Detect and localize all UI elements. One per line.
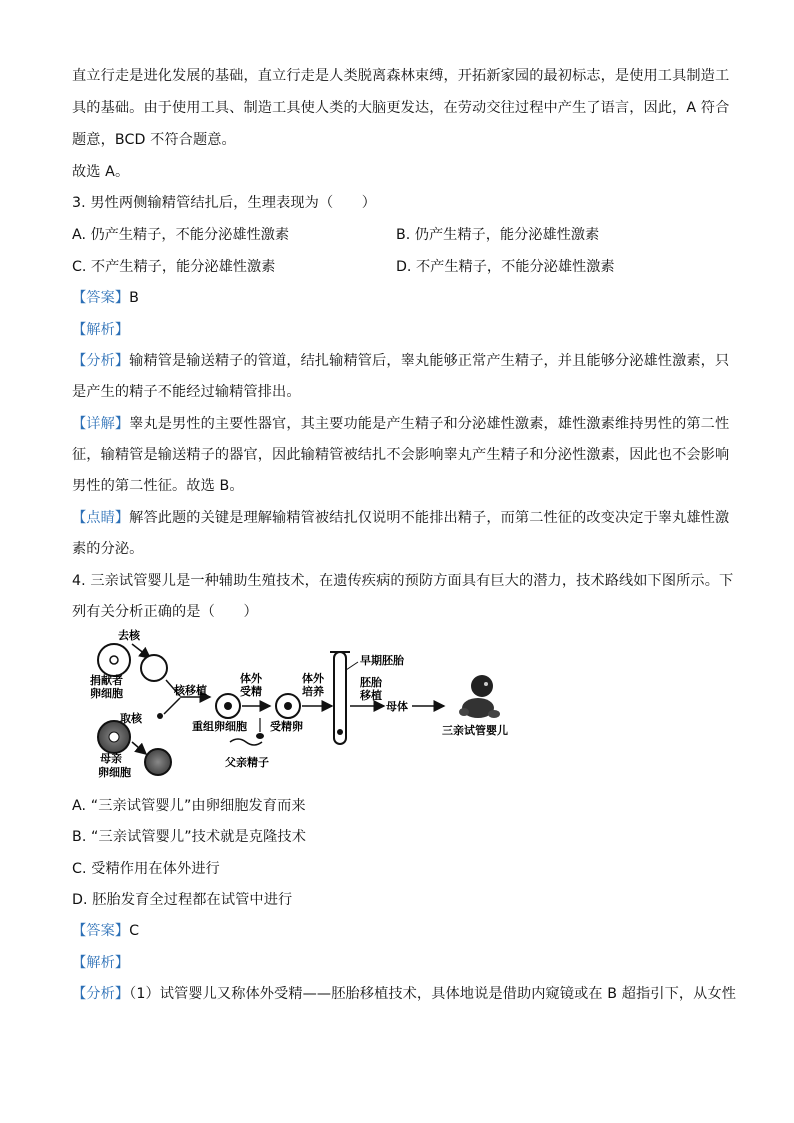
q3-option-a: A. 仍产生精子，不能分泌雄性激素	[72, 227, 290, 243]
early-embryo	[337, 729, 343, 735]
label-qu-he: 去核	[118, 629, 140, 642]
q3-fenxi-line-2: 是产生的精子不能经过输精管排出。	[72, 384, 301, 400]
label-muti: 母体	[386, 700, 408, 713]
label-zaoqi: 早期胚胎	[360, 654, 404, 667]
three-parent-ivf-diagram	[80, 624, 550, 784]
enucleated-egg	[141, 655, 167, 681]
q3-answer	[72, 288, 722, 308]
label-shoujingluan: 受精卵	[270, 720, 303, 733]
q4-option-b: B. “三亲试管婴儿”技术就是克隆技术	[72, 829, 306, 845]
nucleus	[157, 713, 163, 719]
q3-jiexi	[72, 320, 722, 340]
q3-xiangjie-line-2: 征，输精管是输送精子的器官，因此输精管被结扎不会影响睾丸产生精子和分泌性激素，因此也不会影响	[72, 447, 730, 463]
q2-conclusion: 故选 A。	[72, 164, 130, 180]
label-muqin-1: 母亲	[100, 752, 122, 765]
q4-stem-line-2: 列有关分析正确的是（ ）	[72, 604, 258, 620]
label-juanxian-1: 捐献者	[90, 674, 123, 687]
xiangjie-tag: 【详解】	[72, 416, 130, 432]
q3-option-b: B. 仍产生精子，能分泌雄性激素	[396, 227, 600, 243]
q3-fenxi-line-1	[72, 351, 730, 371]
q3-xiangjie-line-3: 男性的第二性征。故选 B。	[72, 478, 244, 494]
baby-icon	[459, 675, 500, 718]
answer-tag: 【答案】	[72, 290, 130, 306]
label-peitai: 胚胎	[360, 676, 382, 689]
mother-cytoplasm	[145, 749, 171, 775]
label-chongzu: 重组卵细胞	[192, 720, 247, 733]
dianjing-text: 解答此题的关键是理解输精管被结扎仅说明不能排出精子，而第二性征的改变决定于睾丸雄性激	[129, 510, 730, 526]
jiexi-tag: 【解析】	[72, 322, 130, 338]
q4-option-c: C. 受精作用在体外进行	[72, 861, 220, 877]
label-juanxian-2: 卵细胞	[90, 687, 123, 700]
answer-value: C	[129, 923, 140, 939]
q4-stem-line-1: 4. 三亲试管婴儿是一种辅助生殖技术，在遗传疾病的预防方面具有巨大的潜力，技术路线如下图所示。下	[72, 573, 734, 589]
label-sanqin: 三亲试管婴儿	[442, 724, 508, 737]
q3-xiangjie-line-1	[72, 414, 730, 434]
q3-option-c: C. 不产生精子，能分泌雄性激素	[72, 259, 276, 275]
q2-explanation-line-3: 题意，BCD 不符合题意。	[72, 132, 236, 148]
label-fuqin: 父亲精子	[225, 756, 269, 769]
q2-explanation-line-1: 直立行走是进化发展的基础，直立行走是人类脱离森林束缚，开拓新家园的最初标志，是使用工具制造工	[72, 68, 730, 84]
label-tiwai-2: 体外	[302, 672, 324, 685]
answer-value: B	[129, 290, 139, 306]
q3-option-d: D. 不产生精子，不能分泌雄性激素	[396, 259, 615, 275]
q3-dianjing-line-1	[72, 508, 730, 528]
q3-dianjing-line-2: 素的分泌。	[72, 541, 144, 557]
fenxi-tag: 【分析】	[72, 353, 130, 369]
q4-answer	[72, 921, 722, 941]
q4-jiexi	[72, 953, 722, 973]
q3-stem: 3. 男性两侧输精管结扎后，生理表现为（ ）	[72, 195, 377, 211]
xiangjie-text: 睾丸是男性的主要性器官，其主要功能是产生精子和分泌雄性激素，雄性激素维持男性的第二性	[129, 416, 730, 432]
label-shoujing-1: 受精	[240, 685, 262, 698]
label-muqin-2: 卵细胞	[98, 766, 131, 779]
answer-tag: 【答案】	[72, 923, 130, 939]
dianjing-tag: 【点睛】	[72, 510, 130, 526]
label-he-yizhi: 核移植	[174, 684, 207, 697]
label-peiyang: 培养	[302, 685, 324, 698]
label-qu-he-2: 取核	[120, 712, 142, 725]
jiexi-tag: 【解析】	[72, 955, 130, 971]
q4-fenxi-line-1	[72, 984, 737, 1004]
label-yizhi: 移植	[360, 689, 382, 702]
q4-option-d: D. 胚胎发育全过程都在试管中进行	[72, 892, 293, 908]
q4-option-a: A. “三亲试管婴儿”由卵细胞发育而来	[72, 798, 306, 814]
sperm	[230, 739, 262, 745]
fenxi-text: 输精管是输送精子的管道，结扎输精管后，睾丸能够正常产生精子，并且能够分泌雄性激素，只	[129, 353, 730, 369]
fenxi-tag: 【分析】	[72, 986, 130, 1002]
fenxi-text: （1）试管婴儿又称体外受精——胚胎移植技术，具体地说是借助内窥镜或在 B 超指引下，从女性	[129, 986, 737, 1002]
label-tiwai-1: 体外	[240, 672, 262, 685]
q2-explanation-line-2: 具的基础。由于使用工具、制造工具使人类的大脑更发达，在劳动交往过程中产生了语言，因此，A 符合	[72, 100, 730, 116]
